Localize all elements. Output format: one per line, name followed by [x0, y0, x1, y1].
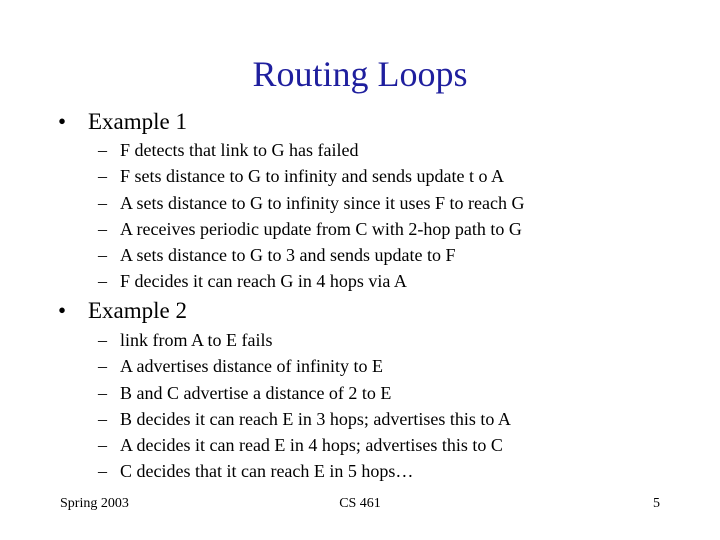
list-item — [98, 406, 511, 432]
list-item — [98, 432, 511, 458]
list-item — [98, 216, 524, 242]
example1-heading-text: Example 1 — [88, 109, 187, 134]
bullet-icon: • — [58, 298, 67, 323]
bullet-icon: • — [58, 109, 67, 134]
dash-icon: – — [98, 408, 107, 429]
list-item — [98, 380, 511, 406]
list-item-text: F decides it can reach G in 4 hops via A — [120, 271, 407, 292]
list-item — [98, 190, 524, 216]
list-item-text: link from A to E fails — [120, 330, 273, 350]
dash-icon: – — [98, 356, 107, 377]
example2-heading — [58, 297, 187, 325]
list-item-text: A advertises distance of infinity to E — [120, 356, 383, 377]
dash-icon: – — [98, 140, 107, 160]
list-item-text: C decides that it can reach E in 5 hops… — [120, 461, 414, 482]
list-item-text: F detects that link to G has failed — [120, 140, 359, 160]
list-item-text: B decides it can reach E in 3 hops; advertises this to A — [120, 408, 511, 429]
list-item — [98, 242, 524, 268]
list-item — [98, 353, 511, 379]
dash-icon: – — [98, 330, 107, 350]
list-item — [98, 458, 511, 484]
list-item — [98, 268, 524, 294]
page-number: 5 — [653, 496, 660, 511]
example2-heading-text: Example 2 — [88, 298, 187, 323]
list-item — [98, 137, 524, 163]
list-item-text: A sets distance to G to 3 and sends update to F — [120, 245, 456, 266]
example1-heading — [58, 108, 187, 136]
slide-title: Routing Loops — [252, 54, 468, 94]
list-item-text: A receives periodic update from C with 2-hop path to G — [120, 218, 522, 239]
dash-icon: – — [98, 166, 107, 187]
dash-icon: – — [98, 218, 107, 239]
list-item-text: A sets distance to G to infinity since it uses F to reach G — [120, 192, 525, 213]
footer-course: CS 461 — [339, 496, 381, 511]
dash-icon: – — [98, 461, 107, 482]
example1-list — [98, 137, 524, 295]
dash-icon: – — [98, 382, 107, 403]
dash-icon: – — [98, 271, 107, 292]
list-item-text: B and C advertise a distance of 2 to E — [120, 382, 392, 403]
list-item — [98, 327, 511, 353]
example2-list — [98, 327, 511, 485]
list-item-text: A decides it can read E in 4 hops; advertises this to C — [120, 435, 503, 456]
dash-icon: – — [98, 245, 107, 266]
dash-icon: – — [98, 192, 107, 213]
list-item — [98, 163, 524, 189]
list-item-text: F sets distance to G to infinity and sends update t o A — [120, 166, 504, 187]
dash-icon: – — [98, 435, 107, 456]
footer-date: Spring 2003 — [60, 496, 129, 511]
